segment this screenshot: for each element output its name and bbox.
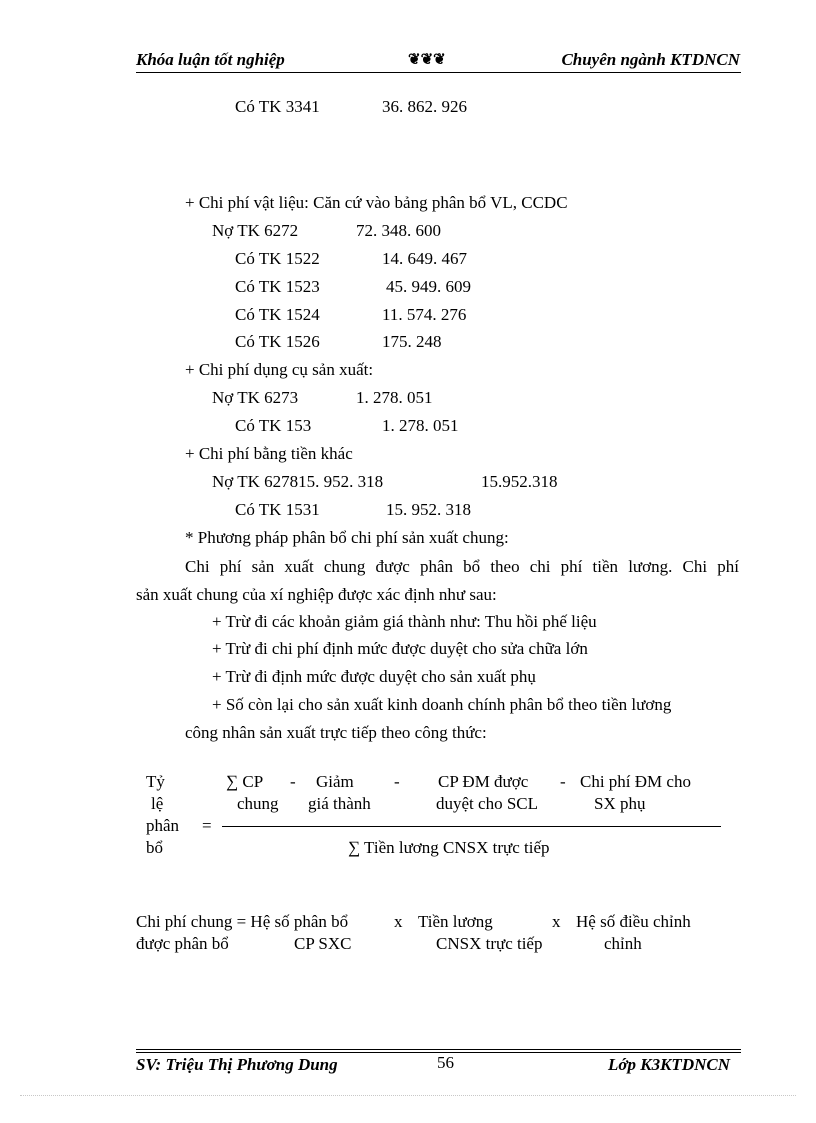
formula-numerator-term: Giảm — [316, 772, 354, 791]
formula2-term: Tiền lương — [418, 912, 493, 931]
section-heading: * Phương pháp phân bổ chi phí sản xuất chung: — [185, 528, 509, 547]
section-heading: + Chi phí bằng tiền khác — [185, 444, 353, 463]
footer-author: SV: Triệu Thị Phương Dung — [136, 1055, 338, 1074]
formula-numerator-term: ∑ CP — [226, 772, 264, 791]
entry-label: Có TK 1523 — [235, 277, 320, 296]
formula-numerator-term: CP ĐM được — [438, 772, 529, 791]
formula2-term: CP SXC — [294, 934, 352, 953]
formula2-term: CNSX trực tiếp — [436, 934, 543, 953]
formula-left-term: bổ — [146, 838, 163, 857]
formula2-times: x — [394, 912, 403, 931]
section-heading: + Chi phí dụng cụ sản xuất: — [185, 360, 374, 379]
formula2-term: Hệ số điều chỉnh — [576, 912, 691, 931]
paragraph-line: Chi phí sản xuất chung được phân bổ theo chi phí tiền lương. Chi phí — [185, 557, 739, 576]
formula-equals: = — [202, 816, 212, 835]
entry-label: Có TK 1524 — [235, 305, 320, 324]
paragraph-line: sản xuất chung của xí nghiệp được xác định như sau: — [136, 585, 497, 604]
entry-value: 14. 649. 467 — [382, 249, 467, 268]
list-item: + Trừ đi chi phí định mức được duyệt cho sửa chữa lớn — [212, 639, 588, 658]
entry-label: Có TK 1526 — [235, 332, 320, 351]
entry-label: Nợ TK 6272 — [212, 221, 299, 240]
formula-minus: - — [560, 772, 566, 791]
entry-value: 175. 248 — [382, 332, 442, 351]
fraction-bar — [222, 826, 721, 827]
header-left: Khóa luận tốt nghiệp — [136, 50, 285, 69]
list-item: + Số còn lại cho sản xuất kinh doanh chính phân bổ theo tiền lương — [212, 695, 672, 714]
page-number: 56 — [437, 1053, 454, 1072]
formula2-term: chỉnh — [604, 934, 642, 953]
formula2-times: x — [552, 912, 561, 931]
list-item: + Trừ đi các khoản giảm giá thành như: Thu hồi phế liệu — [212, 612, 597, 631]
entry-value: 1. 278. 051 — [382, 416, 459, 435]
formula-minus: - — [394, 772, 400, 791]
entry-value: 45. 949. 609 — [386, 277, 471, 296]
entry-value: 36. 862. 926 — [382, 97, 467, 116]
entry-label: Có TK 1522 — [235, 249, 320, 268]
formula-left-term: phân — [146, 816, 180, 835]
formula-numerator-term: Chi phí ĐM cho — [580, 772, 691, 791]
formula-numerator-term: SX phụ — [594, 794, 646, 813]
entry-label: Có TK 3341 — [235, 97, 320, 116]
footer-rule — [136, 1049, 741, 1050]
formula2-term: Chi phí chung = Hệ số phân bổ — [136, 912, 349, 931]
formula-numerator-term: duyệt cho SCL — [436, 794, 538, 813]
entry-label: Có TK 1531 — [235, 500, 320, 519]
header-ornament-icon: ❦❦❦ — [408, 52, 446, 68]
entry-value: 1. 278. 051 — [356, 388, 433, 407]
entry-label: Nợ TK 6273 — [212, 388, 299, 407]
page-edge-divider — [20, 1095, 796, 1096]
formula-left-term: Tỷ — [146, 772, 165, 791]
formula-minus: - — [290, 772, 296, 791]
formula2-term: được phân bổ — [136, 934, 229, 953]
formula-numerator-term: giá thành — [308, 794, 371, 813]
entry-value: 11. 574. 276 — [382, 305, 467, 324]
entry-value: 15.952.318 — [481, 472, 558, 491]
formula-numerator-term: chung — [237, 794, 279, 813]
list-item: + Trừ đi định mức được duyệt cho sản xuất phụ — [212, 667, 536, 686]
list-item-continuation: công nhân sản xuất trực tiếp theo công thức: — [185, 723, 487, 742]
footer-class: Lớp K3KTDNCN — [608, 1055, 730, 1074]
header-right: Chuyên ngành KTDNCN — [561, 50, 740, 69]
section-heading: + Chi phí vật liệu: Căn cứ vào bảng phân bổ VL, CCDC — [185, 193, 568, 212]
entry-value: 72. 348. 600 — [356, 221, 441, 240]
entry-label: Có TK 153 — [235, 416, 312, 435]
formula-denominator: ∑ Tiền lương CNSX trực tiếp — [348, 838, 550, 857]
entry-value: 15. 952. 318 — [386, 500, 471, 519]
formula-left-term: lệ — [151, 794, 164, 813]
entry-label: Nợ TK 627815. 952. 318 — [212, 472, 384, 491]
header-rule — [136, 72, 741, 73]
